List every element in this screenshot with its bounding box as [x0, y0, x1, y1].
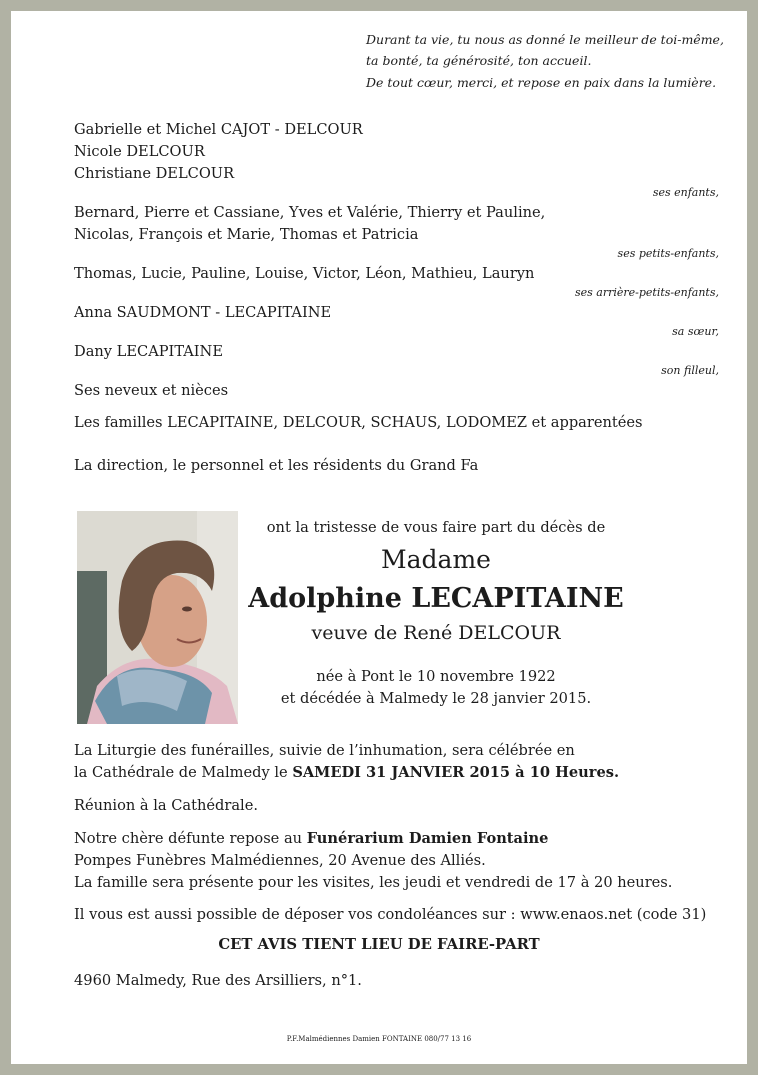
family-member: Nicolas, François et Marie, Thomas et Patricia — [74, 226, 419, 243]
family-member: Dany LECAPITAINE — [74, 343, 223, 360]
rest-info — [74, 828, 548, 850]
family-role: son filleul, — [661, 364, 719, 377]
footer-credit: P.F.Malmédiennes Damien FONTAINE 080/77 13 16 — [286, 1035, 472, 1043]
family-role: ses enfants, — [652, 186, 719, 199]
visits-info: La famille sera présente pour les visites, les jeudi et vendredi de 17 à 20 heures. — [74, 874, 673, 891]
family-role: sa sœur, — [672, 325, 719, 338]
family-member: Anna SAUDMONT - LECAPITAINE — [74, 304, 332, 321]
condolences-info: Il vous est aussi possible de déposer vos condoléances sur : www.enaos.net (code 31) — [74, 906, 707, 923]
family-member: Bernard, Pierre et Cassiane, Yves et Valérie, Thierry et Pauline, — [74, 204, 546, 221]
quote-line: ta bonté, ta générosité, ton accueil. — [366, 53, 592, 68]
liturgy-date: SAMEDI 31 JANVIER 2015 à 10 Heures. — [292, 764, 620, 781]
family-member: Les familles LECAPITAINE, DELCOUR, SCHAUS, LODOMEZ et apparentées — [74, 414, 643, 431]
portrait-photo — [77, 511, 238, 724]
family-member: Nicole DELCOUR — [74, 143, 205, 160]
liturgy-location: la Cathédrale de Malmedy le — [74, 764, 293, 781]
quote-line: Durant ta vie, tu nous as donné le meilleur de toi-même, — [366, 32, 724, 47]
family-role: ses petits-enfants, — [617, 247, 719, 260]
obituary-page — [11, 11, 747, 1064]
family-member: Christiane DELCOUR — [74, 165, 235, 182]
address: 4960 Malmedy, Rue des Arsilliers, n°1. — [74, 972, 362, 989]
death-info: et décédée à Malmedy le 28 janvier 2015. — [280, 690, 592, 707]
funerarium-name: Funérarium Damien Fontaine — [306, 830, 549, 847]
liturgy-line — [74, 762, 619, 784]
family-role: ses arrière-petits-enfants, — [574, 286, 719, 299]
deceased-name: Adolphine LECAPITAINE — [248, 583, 624, 614]
family-member: Gabrielle et Michel CAJOT - DELCOUR — [74, 121, 363, 138]
announcement-intro: ont la tristesse de vous faire part du décès de — [266, 519, 606, 536]
family-member: La direction, le personnel et les résidents du Grand Fa — [74, 457, 479, 474]
deceased-title: Madame — [381, 545, 491, 574]
widow-of: veuve de René DELCOUR — [311, 622, 561, 644]
funeral-home: Pompes Funèbres Malmédiennes, 20 Avenue des Alliés. — [74, 852, 486, 869]
birth-info: née à Pont le 10 novembre 1922 — [316, 668, 556, 685]
family-member: Ses neveux et nièces — [74, 382, 229, 399]
liturgy-line: La Liturgie des funérailles, suivie de l’inhumation, sera célébrée en — [74, 742, 575, 759]
rest-prefix: Notre chère défunte repose au — [74, 830, 307, 847]
meeting-info: Réunion à la Cathédrale. — [74, 797, 258, 814]
family-member: Thomas, Lucie, Pauline, Louise, Victor, Léon, Mathieu, Lauryn — [74, 265, 535, 282]
quote-line: De tout cœur, merci, et repose en paix dans la lumière. — [366, 75, 717, 90]
notice-heading: CET AVIS TIENT LIEU DE FAIRE-PART — [218, 936, 540, 953]
